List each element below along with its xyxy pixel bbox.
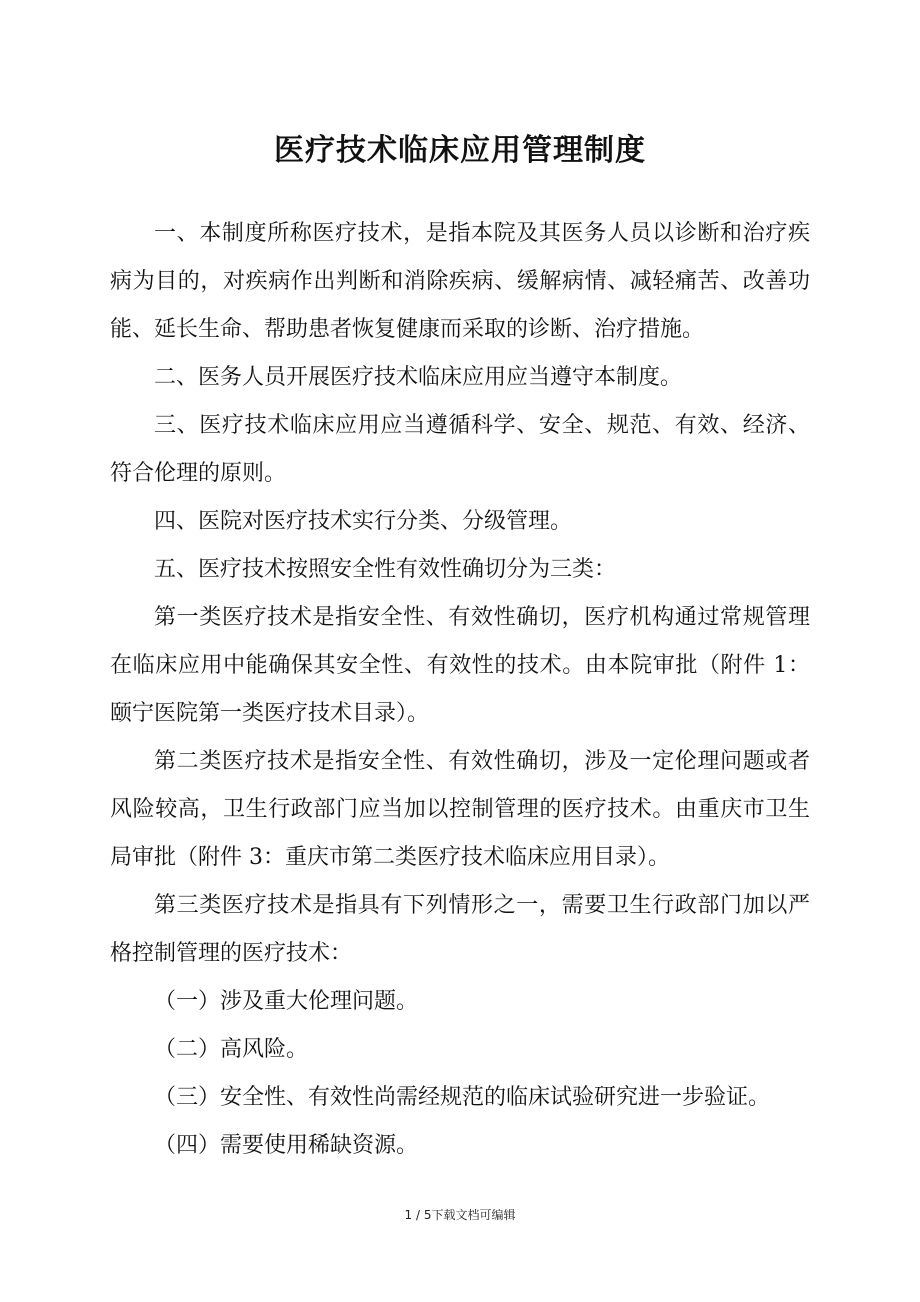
list-item-1: （一）涉及重大伦理问题。 [154,989,419,1014]
paragraph-category-3: 第三类医疗技术是指具有下列情形之一，需要卫生行政部门加以严格控制管理的医疗技术： [110,893,810,966]
list-item-2: （二）高风险。 [154,1037,309,1062]
paragraph-category-1: 第一类医疗技术是指安全性、有效性确切，医疗机构通过常规管理在临床应用中能确保其安全性、有效性的技术。由本院审批（附件 1：颐宁医院第一类医疗技术目录）。 [110,605,810,726]
document-title: 医疗技术临床应用管理制度 [274,133,646,168]
paragraph-4: 四、医院对医疗技术实行分类、分级管理。 [154,509,573,534]
paragraph-5: 五、医疗技术按照安全性有效性确切分为三类： [154,557,617,582]
paragraph-2: 二、医务人员开展医疗技术临床应用应当遵守本制度。 [154,365,683,390]
document-body [110,210,810,1170]
paragraph-1: 一、本制度所称医疗技术，是指本院及其医务人员以诊断和治疗疾病为目的，对疾病作出判断和消除疾病、缓解病情、减轻痛苦、改善功能、延长生命、帮助患者恢复健康而采取的诊断、治疗措施。 [110,221,810,342]
paragraph-3: 三、医疗技术临床应用应当遵循科学、安全、规范、有效、经济、符合伦理的原则。 [110,413,810,486]
page-footer: 1 / 5下载文档可编辑 [404,1208,516,1222]
list-item-3: （三）安全性、有效性尚需经规范的临床试验研究进一步验证。 [154,1085,771,1110]
list-item-4: （四）需要使用稀缺资源。 [154,1133,419,1158]
paragraph-category-2: 第二类医疗技术是指安全性、有效性确切，涉及一定伦理问题或者风险较高，卫生行政部门应当加以控制管理的医疗技术。由重庆市卫生局审批（附件 3：重庆市第二类医疗技术临床应用目录）。 [110,749,810,870]
